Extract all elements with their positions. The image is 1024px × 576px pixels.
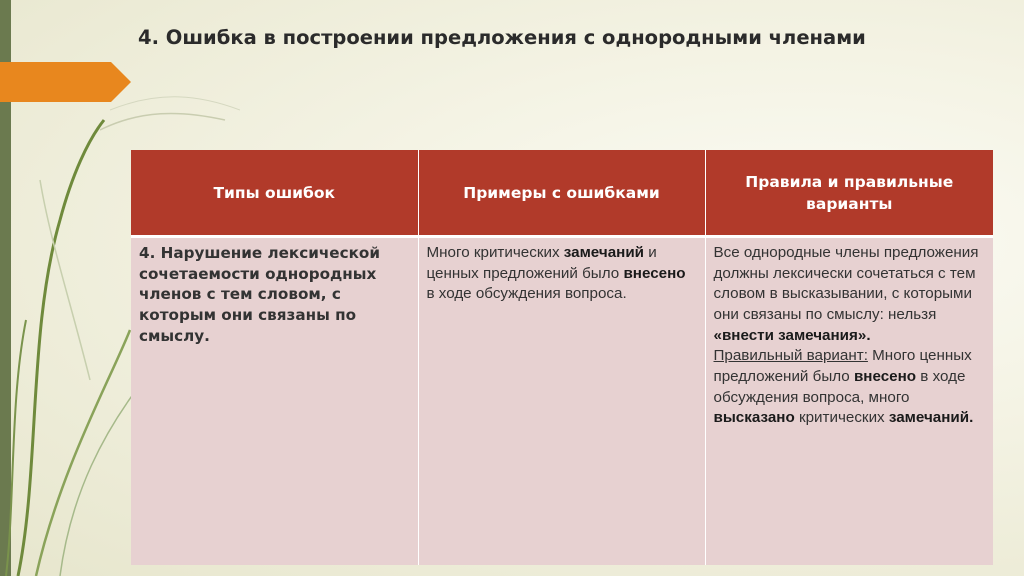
cell-example — [418, 237, 705, 566]
example-text: в ходе обсуждения вопроса. — [426, 285, 627, 303]
table-header-row — [131, 150, 993, 237]
title-marker-arrow — [0, 62, 131, 102]
table-row — [131, 237, 993, 566]
cell-error-type: 4. Нарушение лексической сочетаемости однородных членов с тем словом, с которым они связаны по смыслу. — [131, 237, 418, 566]
errors-table — [131, 150, 993, 565]
correct-variant-label: Правильный вариант: — [713, 347, 868, 365]
rule-bold-phrase: «внести замечания». — [713, 326, 871, 344]
example-bold-word: замечаний — [563, 244, 644, 261]
rule-text: критических — [794, 409, 889, 427]
header-examples: Примеры с ошибками — [418, 150, 705, 237]
rule-text: Все однородные члены предложения должны лексически сочетаться с тем словом в высказывании, с которыми они связаны по смыслу: нельзя — [713, 244, 979, 324]
rule-bold-word: замечаний. — [888, 409, 974, 427]
rule-bold-word: внесено — [853, 368, 917, 386]
example-bold-word: внесено — [623, 264, 686, 282]
rule-text: в ходе обсуждения вопроса, много — [713, 368, 966, 406]
example-text: Много критических — [426, 244, 564, 261]
example-text: и ценных предложений было — [426, 244, 657, 282]
slide-title: 4. Ошибка в построении предложения с однородными членами — [138, 26, 866, 49]
rule-text: Много ценных предложений было — [713, 347, 972, 386]
rule-bold-word: высказано — [713, 409, 795, 427]
header-error-types: Типы ошибок — [131, 150, 418, 237]
cell-rule — [705, 237, 993, 566]
header-rules: Правила и правильные варианты — [705, 150, 993, 237]
